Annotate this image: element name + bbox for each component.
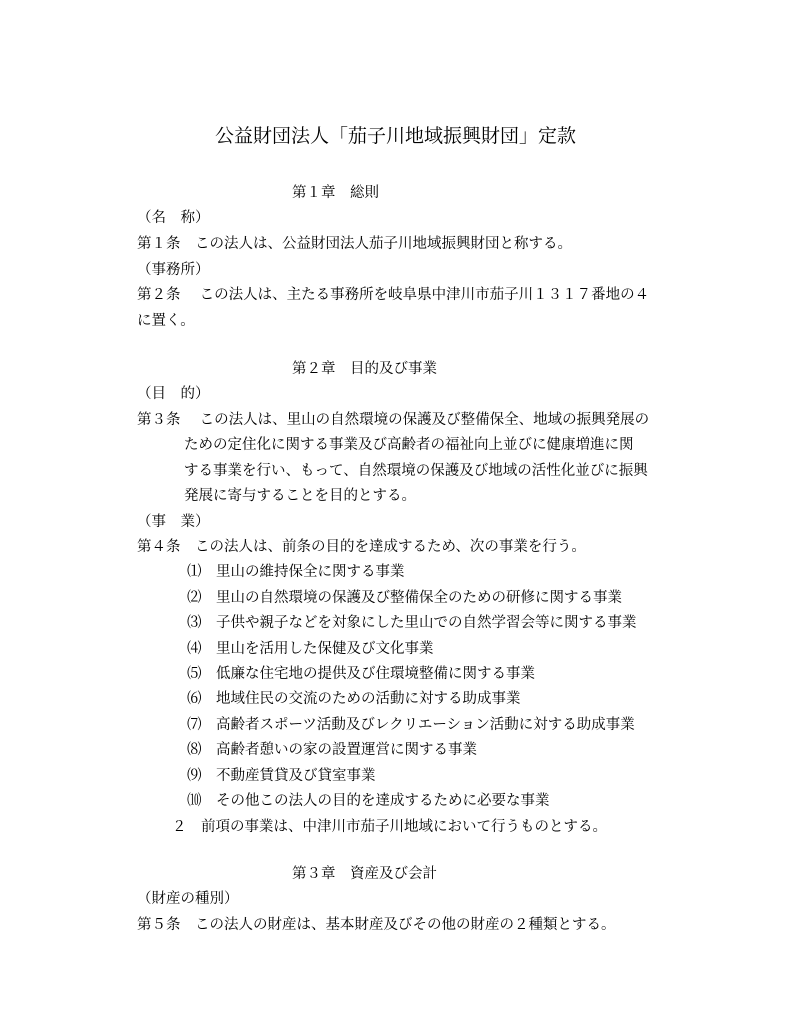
article-caption: （事務所） (137, 262, 210, 278)
list-item: ⑶ 子供や親子などを対象にした里山での自然学習会等に関する事業 (187, 615, 637, 631)
page-title: 公益財団法人「茄子川地域振興財団」定款 (214, 125, 576, 147)
article-text: に置く。 (137, 313, 195, 329)
article-text: 第３条 この法人は、里山の自然環境の保護及び整備保全、地域の振興発展の (137, 412, 650, 428)
chapter-heading: 第３章 資産及び会計 (292, 866, 437, 882)
list-item: ⑺ 高齢者スポーツ活動及びレクリエーション活動に対する助成事業 (187, 717, 635, 733)
article-text: 第２条 この法人は、主たる事務所を岐阜県中津川市茄子川１３１７番地の４ (137, 287, 650, 303)
article-text: する事業を行い、もって、自然環境の保護及び地域の活性化並びに振興 (184, 463, 648, 479)
article-text: ための定住化に関する事業及び高齢者の福祉向上並びに健康増進に関 (184, 437, 634, 453)
list-item: ⑹ 地域住民の交流のための活動に対する助成事業 (187, 691, 521, 707)
list-item: ⑸ 低廉な住宅地の提供及び住環境整備に関する事業 (187, 666, 535, 682)
article-caption: （目 的） (137, 386, 210, 402)
list-item: ⑵ 里山の自然環境の保護及び整備保全のための研修に関する事業 (187, 590, 622, 606)
list-item: ⑻ 高齢者憩いの家の設置運営に関する事業 (187, 742, 477, 758)
article-caption: （名 称） (137, 210, 210, 226)
article-text: 第５条 この法人の財産は、基本財産及びその他の財産の２種類とする。 (137, 917, 616, 933)
article-paragraph: ２ 前項の事業は、中津川市茄子川地域において行うものとする。 (172, 819, 607, 835)
list-item: ⑽ その他この法人の目的を達成するために必要な事業 (187, 793, 550, 809)
chapter-heading: 第１章 総則 (292, 185, 379, 201)
article-text: 発展に寄与することを目的とする。 (184, 488, 416, 504)
article-caption: （事 業） (137, 514, 210, 530)
list-item: ⑷ 里山を活用した保健及び文化事業 (187, 641, 434, 657)
article-caption: （財産の種別） (137, 891, 239, 907)
article-text: 第４条 この法人は、前条の目的を達成するため、次の事業を行う。 (137, 539, 586, 555)
article-text: 第１条 この法人は、公益財団法人茄子川地域振興財団と称する。 (137, 236, 572, 252)
list-item: ⑼ 不動産賃貸及び貸室事業 (187, 768, 376, 784)
chapter-heading: 第２章 目的及び事業 (292, 361, 437, 377)
list-item: ⑴ 里山の維持保全に関する事業 (187, 564, 405, 580)
